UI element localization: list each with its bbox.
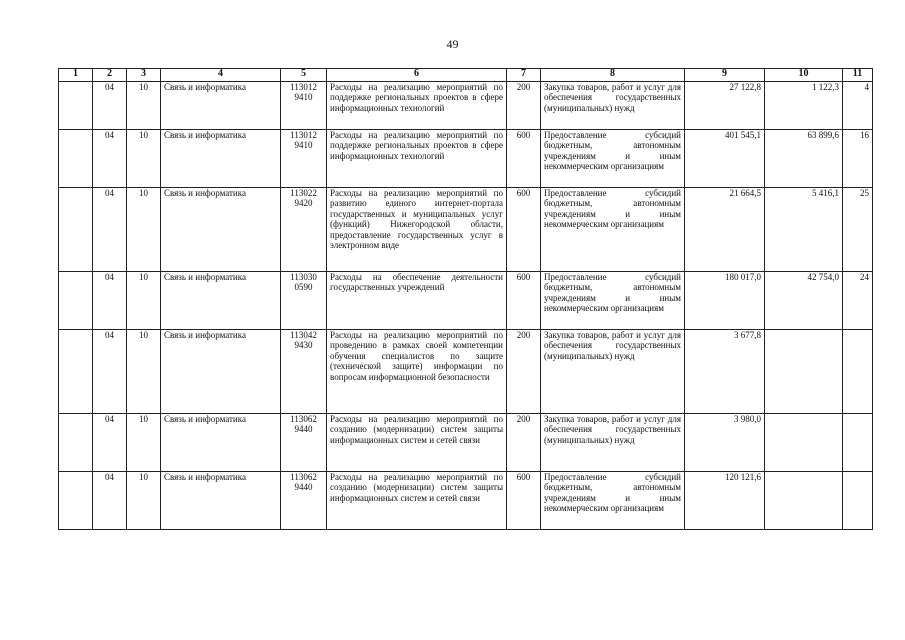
execution-cell: 1 122,3 xyxy=(765,82,843,130)
target-article-cell: 113012 9410 xyxy=(281,82,327,130)
column-header: 9 xyxy=(685,69,765,82)
col1-cell xyxy=(59,82,93,130)
page-number: 49 xyxy=(446,37,459,51)
amount-cell: 3 677,8 xyxy=(685,330,765,414)
execution-cell: 5 416,1 xyxy=(765,188,843,272)
percent-cell: 4 xyxy=(843,82,873,130)
section-code-cell: 04 xyxy=(93,330,127,414)
section-name-cell: Связь и информатика xyxy=(161,414,281,472)
budget-table xyxy=(58,68,873,530)
amount-cell: 3 980,0 xyxy=(685,414,765,472)
amount-cell: 27 122,8 xyxy=(685,82,765,130)
section-code-cell: 04 xyxy=(93,188,127,272)
expense-type-name-cell: Закупка товаров, работ и услуг для обеспечения государственных (муниципальных) нужд xyxy=(541,414,685,472)
target-article-cell: 113012 9410 xyxy=(281,130,327,188)
column-header: 11 xyxy=(843,69,873,82)
target-article-cell: 113042 9430 xyxy=(281,330,327,414)
col1-cell xyxy=(59,188,93,272)
expense-type-name-cell: Предоставление субсидий бюджетным, автономным учреждениям и иным некоммерческим организациям xyxy=(541,472,685,530)
percent-cell xyxy=(843,414,873,472)
expense-type-code-cell: 600 xyxy=(507,472,541,530)
column-header: 4 xyxy=(161,69,281,82)
table-row xyxy=(59,82,873,130)
expense-type-code-cell: 600 xyxy=(507,130,541,188)
section-name-cell: Связь и информатика xyxy=(161,82,281,130)
section-name-cell: Связь и информатика xyxy=(161,330,281,414)
percent-cell: 24 xyxy=(843,272,873,330)
table-row xyxy=(59,272,873,330)
target-article-cell: 113062 9440 xyxy=(281,414,327,472)
target-article-cell: 113062 9440 xyxy=(281,472,327,530)
execution-cell: 63 899,6 xyxy=(765,130,843,188)
subsection-code-cell: 10 xyxy=(127,130,161,188)
expense-type-name-cell: Предоставление субсидий бюджетным, автономным учреждениям и иным некоммерческим организациям xyxy=(541,272,685,330)
section-code-cell: 04 xyxy=(93,472,127,530)
table-row xyxy=(59,414,873,472)
column-header: 3 xyxy=(127,69,161,82)
section-name-cell: Связь и информатика xyxy=(161,472,281,530)
section-code-cell: 04 xyxy=(93,272,127,330)
table-row xyxy=(59,472,873,530)
expense-type-name-cell: Закупка товаров, работ и услуг для обеспечения государственных (муниципальных) нужд xyxy=(541,82,685,130)
execution-cell: 42 754,0 xyxy=(765,272,843,330)
expense-description-cell: Расходы на реализацию мероприятий по проведению в рамках своей компетенции обучения специалистов по защите (технической защите) информации по вопросам информационной безопасности xyxy=(327,330,507,414)
table-row xyxy=(59,330,873,414)
subsection-code-cell: 10 xyxy=(127,272,161,330)
percent-cell: 25 xyxy=(843,188,873,272)
percent-cell xyxy=(843,330,873,414)
col1-cell xyxy=(59,414,93,472)
column-header: 7 xyxy=(507,69,541,82)
expense-description-cell: Расходы на реализацию мероприятий по поддержке региональных проектов в сфере информационных технологий xyxy=(327,130,507,188)
expense-type-name-cell: Предоставление субсидий бюджетным, автономным учреждениям и иным некоммерческим организациям xyxy=(541,130,685,188)
col1-cell xyxy=(59,130,93,188)
column-header: 10 xyxy=(765,69,843,82)
expense-type-code-cell: 600 xyxy=(507,188,541,272)
amount-cell: 120 121,6 xyxy=(685,472,765,530)
section-name-cell: Связь и информатика xyxy=(161,130,281,188)
column-header: 2 xyxy=(93,69,127,82)
section-name-cell: Связь и информатика xyxy=(161,272,281,330)
expense-type-code-cell: 200 xyxy=(507,414,541,472)
expense-description-cell: Расходы на реализацию мероприятий по созданию (модернизации) систем защиты информационных систем и сетей связи xyxy=(327,472,507,530)
percent-cell xyxy=(843,472,873,530)
expense-type-code-cell: 200 xyxy=(507,82,541,130)
col1-cell xyxy=(59,472,93,530)
amount-cell: 180 017,0 xyxy=(685,272,765,330)
column-header: 8 xyxy=(541,69,685,82)
expense-description-cell: Расходы на обеспечение деятельности государственных учреждений xyxy=(327,272,507,330)
section-code-cell: 04 xyxy=(93,82,127,130)
amount-cell: 401 545,1 xyxy=(685,130,765,188)
target-article-cell: 113022 9420 xyxy=(281,188,327,272)
expense-type-code-cell: 200 xyxy=(507,330,541,414)
expense-type-code-cell: 600 xyxy=(507,272,541,330)
amount-cell: 21 664,5 xyxy=(685,188,765,272)
table-row xyxy=(59,188,873,272)
col1-cell xyxy=(59,330,93,414)
expense-description-cell: Расходы на реализацию мероприятий по созданию (модернизации) систем защиты информационных систем и сетей связи xyxy=(327,414,507,472)
expense-description-cell: Расходы на реализацию мероприятий по развитию единого интернет-портала государственных и муниципальных услуг (функций) Нижегородской области, предоставление государственных услуг в электронном виде xyxy=(327,188,507,272)
section-code-cell: 04 xyxy=(93,130,127,188)
target-article-cell: 113030 0590 xyxy=(281,272,327,330)
subsection-code-cell: 10 xyxy=(127,472,161,530)
expense-type-name-cell: Предоставление субсидий бюджетным, автономным учреждениям и иным некоммерческим организациям xyxy=(541,188,685,272)
column-header: 6 xyxy=(327,69,507,82)
header-row xyxy=(59,69,873,82)
execution-cell xyxy=(765,472,843,530)
subsection-code-cell: 10 xyxy=(127,330,161,414)
execution-cell xyxy=(765,414,843,472)
subsection-code-cell: 10 xyxy=(127,414,161,472)
section-code-cell: 04 xyxy=(93,414,127,472)
expense-description-cell: Расходы на реализацию мероприятий по поддержке региональных проектов в сфере информационных технологий xyxy=(327,82,507,130)
subsection-code-cell: 10 xyxy=(127,82,161,130)
column-header: 1 xyxy=(59,69,93,82)
percent-cell: 16 xyxy=(843,130,873,188)
column-header: 5 xyxy=(281,69,327,82)
expense-type-name-cell: Закупка товаров, работ и услуг для обеспечения государственных (муниципальных) нужд xyxy=(541,330,685,414)
table-row xyxy=(59,130,873,188)
execution-cell xyxy=(765,330,843,414)
section-name-cell: Связь и информатика xyxy=(161,188,281,272)
subsection-code-cell: 10 xyxy=(127,188,161,272)
col1-cell xyxy=(59,272,93,330)
